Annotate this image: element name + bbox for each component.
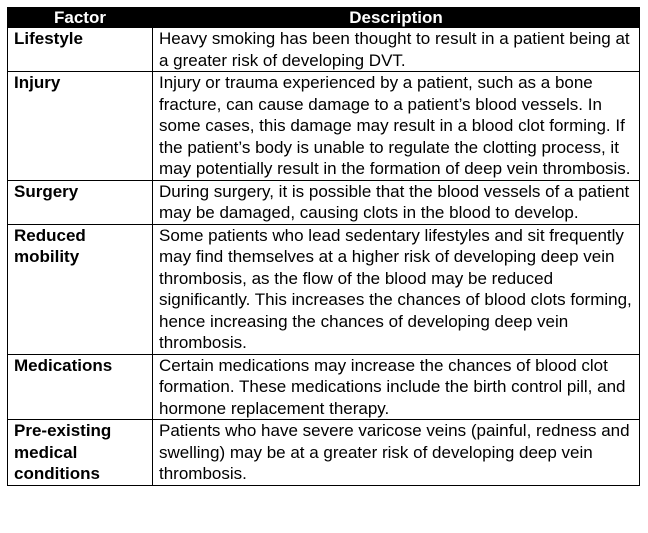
header-description: Description: [153, 8, 640, 28]
description-cell: Patients who have severe varicose veins (painful, redness and swelling) may be at a greater risk of developing deep vein thrombosis.: [153, 420, 640, 486]
table-row: [8, 72, 640, 181]
description-cell: During surgery, it is possible that the blood vessels of a patient may be damaged, causing clots in the blood to develop.: [153, 180, 640, 224]
description-cell: Injury or trauma experienced by a patient, such as a bone fracture, can cause damage to a patient’s blood vessels. In some cases, this damage may result in a blood clot forming. If the patient’s body is unable to regulate the clotting process, it may potentially result in the formation of deep vein thrombosis.: [153, 72, 640, 181]
dvt-risk-factors-table: [7, 7, 640, 486]
factor-cell: Pre-existing medical conditions: [8, 420, 153, 486]
table-row: [8, 224, 640, 354]
table-row: [8, 354, 640, 420]
description-cell: Heavy smoking has been thought to result in a patient being at a greater risk of developing DVT.: [153, 28, 640, 72]
factor-cell: Medications: [8, 354, 153, 420]
table-body: [8, 28, 640, 486]
header-row: [8, 8, 640, 28]
table-row: [8, 420, 640, 486]
factor-cell: Reduced mobility: [8, 224, 153, 354]
table-row: [8, 28, 640, 72]
factor-cell: Injury: [8, 72, 153, 181]
description-cell: Certain medications may increase the chances of blood clot formation. These medications include the birth control pill, and hormone replacement therapy.: [153, 354, 640, 420]
description-cell: Some patients who lead sedentary lifestyles and sit frequently may find themselves at a higher risk of developing deep vein thrombosis, as the flow of the blood may be reduced significantly. This increases the chances of blood clots forming, hence increasing the chances of developing deep vein thrombosis.: [153, 224, 640, 354]
header-factor: Factor: [8, 8, 153, 28]
factor-cell: Surgery: [8, 180, 153, 224]
table-row: [8, 180, 640, 224]
table-header: [8, 8, 640, 28]
factor-cell: Lifestyle: [8, 28, 153, 72]
